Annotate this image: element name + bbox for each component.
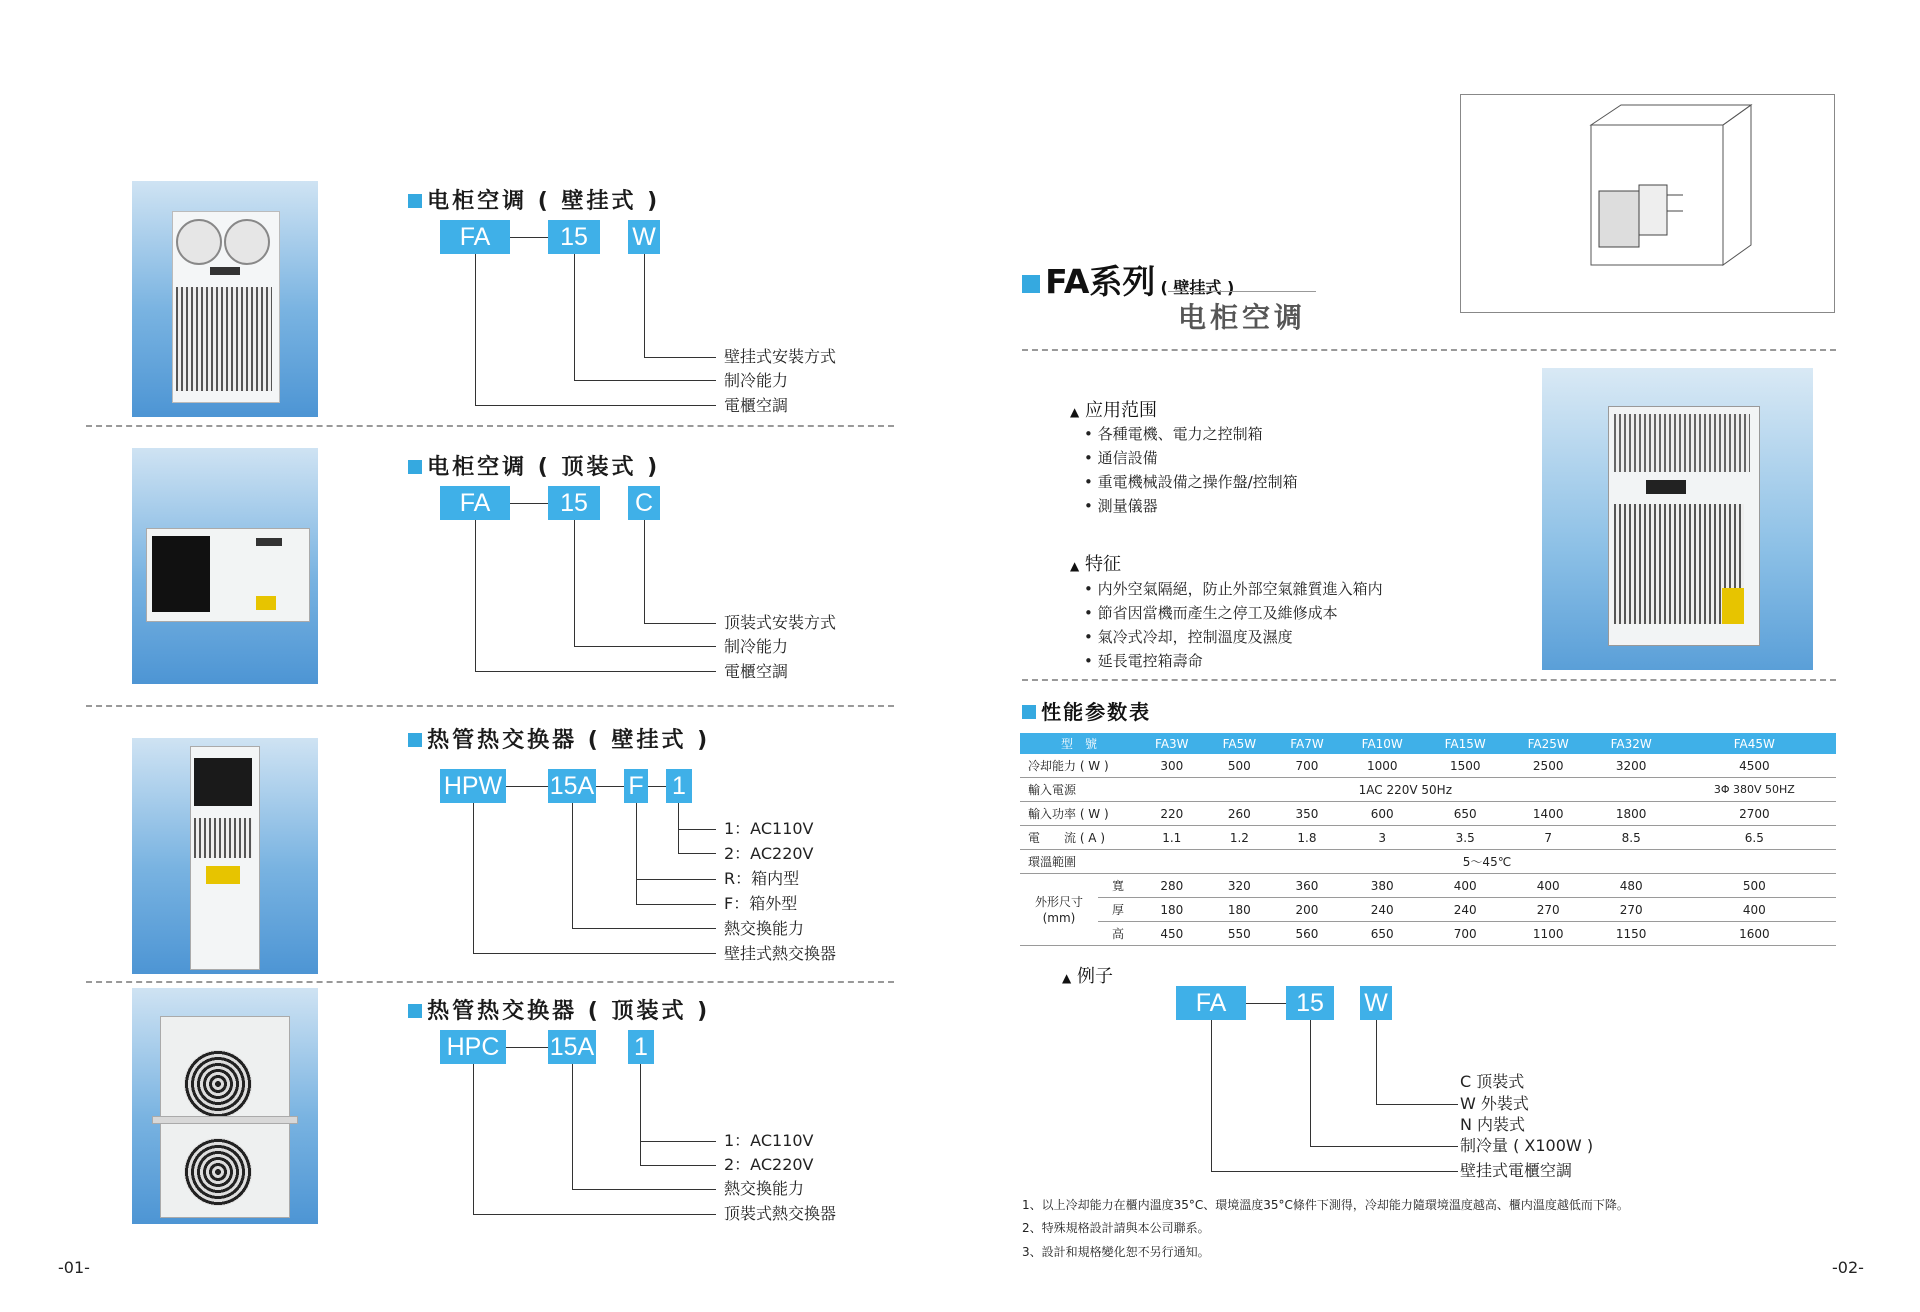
- code-box: 15A: [548, 769, 596, 803]
- code-box: FA: [440, 220, 510, 254]
- code-box: 15: [548, 220, 600, 254]
- product-photo-wall-heat-exchanger: [132, 738, 318, 974]
- list-item: • 通信設備: [1084, 449, 1158, 467]
- footnote: 1、以上冷却能力在櫃内溫度35°C、環境溫度35°C條件下測得，冷却能力隨環境溫度越高、櫃内溫度越低而下降。: [1022, 1198, 1629, 1212]
- footnote: 2、特殊規格設計請與本公司聯系。: [1022, 1221, 1210, 1235]
- product-photo-top-mounted-ac: [132, 448, 318, 684]
- code-label: N 内裝式: [1460, 1115, 1526, 1134]
- code-label: 顶裝式熱交換器: [724, 1204, 837, 1223]
- divider: [86, 705, 894, 707]
- code-label: 1：AC110V: [724, 1131, 814, 1150]
- code-box: FA: [440, 486, 510, 520]
- triangle-icon: ▲: [1070, 559, 1080, 573]
- page-number: -01-: [58, 1258, 90, 1277]
- code-label: 制冷能力: [724, 637, 789, 656]
- footnote: 3、設計和規格變化恕不另行通知。: [1022, 1245, 1210, 1259]
- table-row: 高 450 550 560 650 700 1100 1150 1600: [1020, 922, 1836, 946]
- code-label: 顶装式安裝方式: [724, 613, 837, 632]
- code-box: 15A: [548, 1030, 596, 1064]
- code-box: C: [628, 486, 660, 520]
- code-box: W: [1360, 986, 1392, 1020]
- product-name: 电柜空调: [1178, 301, 1307, 334]
- divider: [86, 981, 894, 983]
- list-item: • 内外空氣隔絕，防止外部空氣雜質進入箱内: [1084, 580, 1383, 598]
- performance-table: [1020, 733, 1836, 946]
- list-item: • 氣冷式冷却，控制溫度及濕度: [1084, 628, 1293, 646]
- table-row: 厚 180 180 200 240 240 270 270 400: [1020, 898, 1836, 922]
- divider: [1022, 349, 1836, 351]
- bullet-square-icon: [408, 733, 422, 747]
- features-heading: ▲ 特征: [1070, 554, 1121, 575]
- code-label: R：箱内型: [724, 869, 800, 888]
- code-box: W: [628, 220, 660, 254]
- features-list: [1084, 577, 1383, 673]
- code-box: 15: [548, 486, 600, 520]
- section-title-top-exchanger: 热管热交换器 ( 顶装式 ): [408, 994, 710, 1025]
- code-label: 熱交換能力: [724, 1179, 805, 1198]
- dims-label: 外形尺寸 (mm): [1020, 874, 1098, 946]
- product-photo-fa-series: [1542, 368, 1813, 670]
- list-item: • 延長電控箱壽命: [1084, 652, 1203, 670]
- series-heading: FA系列 ( 壁挂式 ): [1022, 256, 1234, 303]
- bullet-square-icon: [408, 1004, 422, 1018]
- code-box: 1: [628, 1030, 654, 1064]
- code-label: 制冷能力: [724, 371, 789, 390]
- code-box: 15: [1286, 986, 1334, 1020]
- table-row: 電 流 ( A ) 1.1 1.2 1.8 3 3.5 7 8.5 6.5: [1020, 826, 1836, 850]
- divider: [86, 425, 894, 427]
- code-label: 電櫃空調: [724, 396, 789, 415]
- code-label: 壁挂式安裝方式: [724, 347, 837, 366]
- list-item: • 測量儀器: [1084, 497, 1158, 515]
- section-title-wall-ac: 电柜空调 ( 壁挂式 ): [408, 184, 660, 215]
- product-photo-wall-mounted-ac: [132, 181, 318, 417]
- code-label: 1：AC110V: [724, 819, 814, 838]
- table-row: 外形尺寸 (mm) 寬 280 320 360 380 400 400 480 500: [1020, 874, 1836, 898]
- code-label: 熱交換能力: [724, 919, 805, 938]
- code-box: FA: [1176, 986, 1246, 1020]
- code-label: 電櫃空調: [724, 662, 789, 681]
- code-box: HPC: [440, 1030, 506, 1064]
- table-row: 環溫範圍 5～45℃: [1020, 850, 1836, 874]
- table-row: 冷却能力 ( W ) 300 500 700 1000 1500 2500 3200 4500: [1020, 754, 1836, 778]
- application-heading: ▲ 应用范围: [1070, 400, 1157, 421]
- example-heading: ▲ 例子: [1062, 966, 1113, 987]
- bullet-square-icon: [408, 194, 422, 208]
- list-item: • 各種電機、電力之控制箱: [1084, 425, 1263, 443]
- table-title: 性能参数表: [1022, 696, 1151, 725]
- application-list: [1084, 422, 1298, 518]
- table-row: 輸入功率 ( W ) 220 260 350 600 650 1400 1800 2700: [1020, 802, 1836, 826]
- code-label: 2：AC220V: [724, 844, 814, 863]
- table-row: 輸入電源 1AC 220V 50Hz 3Φ 380V 50HZ: [1020, 778, 1836, 802]
- list-item: • 重電機械設備之操作盤/控制箱: [1084, 473, 1298, 491]
- table-header-row: 型 號 FA3W FA5W FA7W FA10W FA15W FA25W FA32W FA45W: [1020, 733, 1836, 754]
- code-label: 壁挂式熱交換器: [724, 944, 837, 963]
- section-title-wall-exchanger: 热管热交换器 ( 壁挂式 ): [408, 723, 710, 754]
- product-photo-top-heat-exchanger: [132, 988, 318, 1224]
- bullet-square-icon: [1022, 705, 1036, 719]
- code-box: F: [624, 769, 648, 803]
- code-label: 制冷量 ( X100W ): [1460, 1136, 1594, 1155]
- code-box: HPW: [440, 769, 506, 803]
- page-number: -02-: [1832, 1258, 1864, 1277]
- triangle-icon: ▲: [1062, 971, 1072, 985]
- code-label: W 外裝式: [1460, 1094, 1529, 1113]
- code-box: 1: [666, 769, 692, 803]
- installation-diagram: [1460, 94, 1835, 313]
- code-label: F：箱外型: [724, 894, 798, 913]
- bullet-square-icon: [408, 460, 422, 474]
- bullet-square-icon: [1022, 275, 1040, 293]
- list-item: • 節省因當機而產生之停工及維修成本: [1084, 604, 1338, 622]
- code-label: C 顶裝式: [1460, 1072, 1525, 1091]
- code-label: 2：AC220V: [724, 1155, 814, 1174]
- divider: [1022, 679, 1836, 681]
- code-label: 壁挂式電櫃空調: [1460, 1161, 1573, 1180]
- section-title-top-ac: 电柜空调 ( 顶装式 ): [408, 450, 660, 481]
- triangle-icon: ▲: [1070, 405, 1080, 419]
